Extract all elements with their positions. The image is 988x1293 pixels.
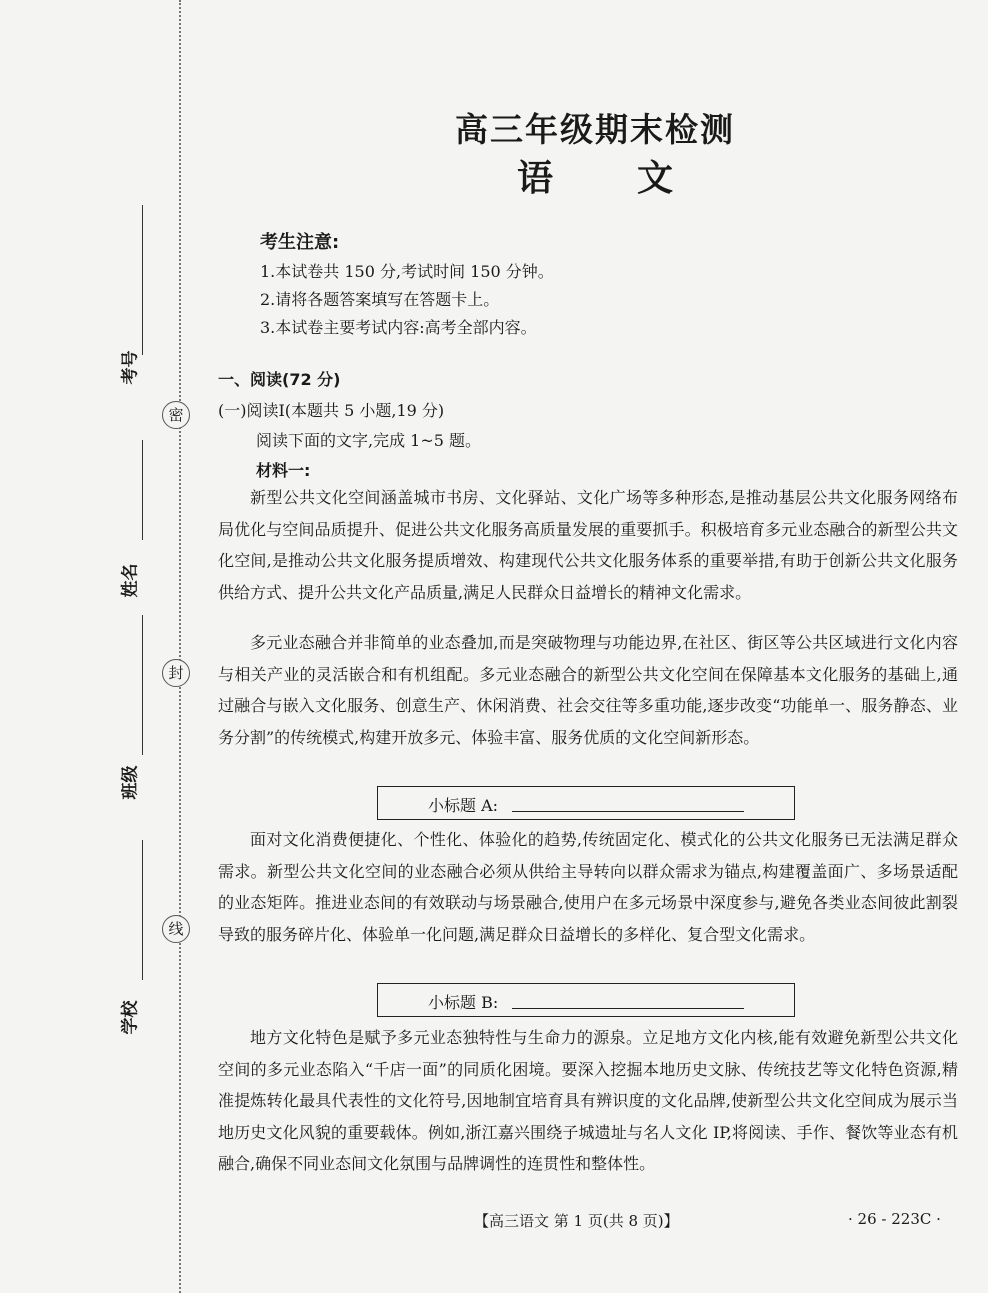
name-line: [142, 440, 143, 540]
exam-title: 高三年级期末检测: [455, 110, 735, 149]
section-instruction: 阅读下面的文字,完成 1~5 题。: [256, 431, 482, 450]
subject-title: 语文: [516, 158, 757, 199]
subtitle-box-b[interactable]: [377, 983, 795, 1017]
name-label: 姓名: [120, 563, 141, 598]
seal-xian: 线: [162, 915, 190, 943]
class-line: [142, 615, 143, 755]
material-label: 材料一:: [256, 461, 311, 480]
paragraph: 多元业态融合并非简单的业态叠加,而是突破物理与功能边界,在社区、街区等公共区域进行文化内容与相关产业的灵活嵌合和有机组配。多元业态融合的新型公共文化空间在保障基本文化服务的基础上,通过融合与嵌入文化服务、创意生产、休闲消费、社会交往等多重功能,逐步改变“功能单一、服务静态、业务分割”的传统模式,构建开放多元、体验丰富、服务优质的文化空间新形态。: [218, 633, 958, 747]
notice-item: 1.本试卷共 150 分,考试时间 150 分钟。: [260, 262, 554, 281]
subtitle-box-a[interactable]: [377, 786, 795, 820]
exam-number-label: 考号: [120, 350, 141, 385]
notice-item: 3.本试卷主要考试内容:高考全部内容。: [260, 318, 537, 337]
class-label: 班级: [120, 765, 141, 800]
section-subtitle: (一)阅读Ⅰ(本题共 5 小题,19 分): [218, 401, 445, 420]
subtitle-blank-line: [512, 811, 744, 812]
section-title: 一、阅读(72 分): [218, 370, 341, 389]
seal-feng: 封: [162, 659, 190, 687]
subtitle-blank-line: [512, 1008, 744, 1009]
paragraph: 面对文化消费便捷化、个性化、体验化的趋势,传统固定化、模式化的公共文化服务已无法满足群众需求。新型公共文化空间的业态融合必须从供给主导转向以群众需求为锚点,构建覆盖面广、多场景适配的业态矩阵。推进业态间的有效联动与场景融合,使用户在多元场景中深度参与,避免各类业态间彼此割裂导致的服务碎片化、体验单一化问题,满足群众日益增长的多样化、复合型文化需求。: [218, 830, 958, 944]
school-line: [142, 840, 143, 980]
seal-mi: 密: [162, 401, 190, 429]
subtitle-box-label: 小标题 A:: [428, 796, 499, 815]
school-field[interactable]: [108, 840, 158, 1040]
paper-code: · 26 - 223C ·: [848, 1210, 941, 1228]
exam-number-field[interactable]: [108, 205, 158, 395]
class-field[interactable]: [108, 615, 158, 815]
subtitle-box-label: 小标题 B:: [428, 993, 499, 1012]
binding-cut-line: [179, 0, 181, 1293]
paragraph: 地方文化特色是赋予多元业态独特性与生命力的源泉。立足地方文化内核,能有效避免新型公共文化空间的多元业态陷入“千店一面”的同质化困境。要深入挖掘本地历史文脉、传统技艺等文化特色资源,精准提炼转化最具代表性的文化符号,因地制宜培育具有辨识度的文化品牌,使新型公共文化空间成为展示当地历史文化风貌的重要载体。例如,浙江嘉兴围绕子城遗址与名人文化 IP,将阅读、手作、餐饮等业态有机融合,确保不同业态间文化氛围与品牌调性的连贯性和整体性。: [218, 1028, 958, 1173]
exam-number-line: [142, 205, 143, 355]
notice-item: 2.请将各题答案填写在答题卡上。: [260, 290, 500, 309]
name-field[interactable]: [108, 440, 158, 600]
paragraph: 新型公共文化空间涵盖城市书房、文化驿站、文化广场等多种形态,是推动基层公共文化服务网络布局优化与空间品质提升、促进公共文化服务高质量发展的重要抓手。积极培育多元业态融合的新型公共文化空间,是推动公共文化服务提质增效、构建现代公共文化服务体系的重要举措,有助于创新公共文化服务供给方式、提升公共文化产品质量,满足人民群众日益增长的精神文化需求。: [218, 488, 958, 602]
page-footer: 【高三语文 第 1 页(共 8 页)】: [474, 1212, 679, 1230]
school-label: 学校: [120, 1000, 141, 1035]
notice-heading: 考生注意:: [260, 232, 340, 253]
